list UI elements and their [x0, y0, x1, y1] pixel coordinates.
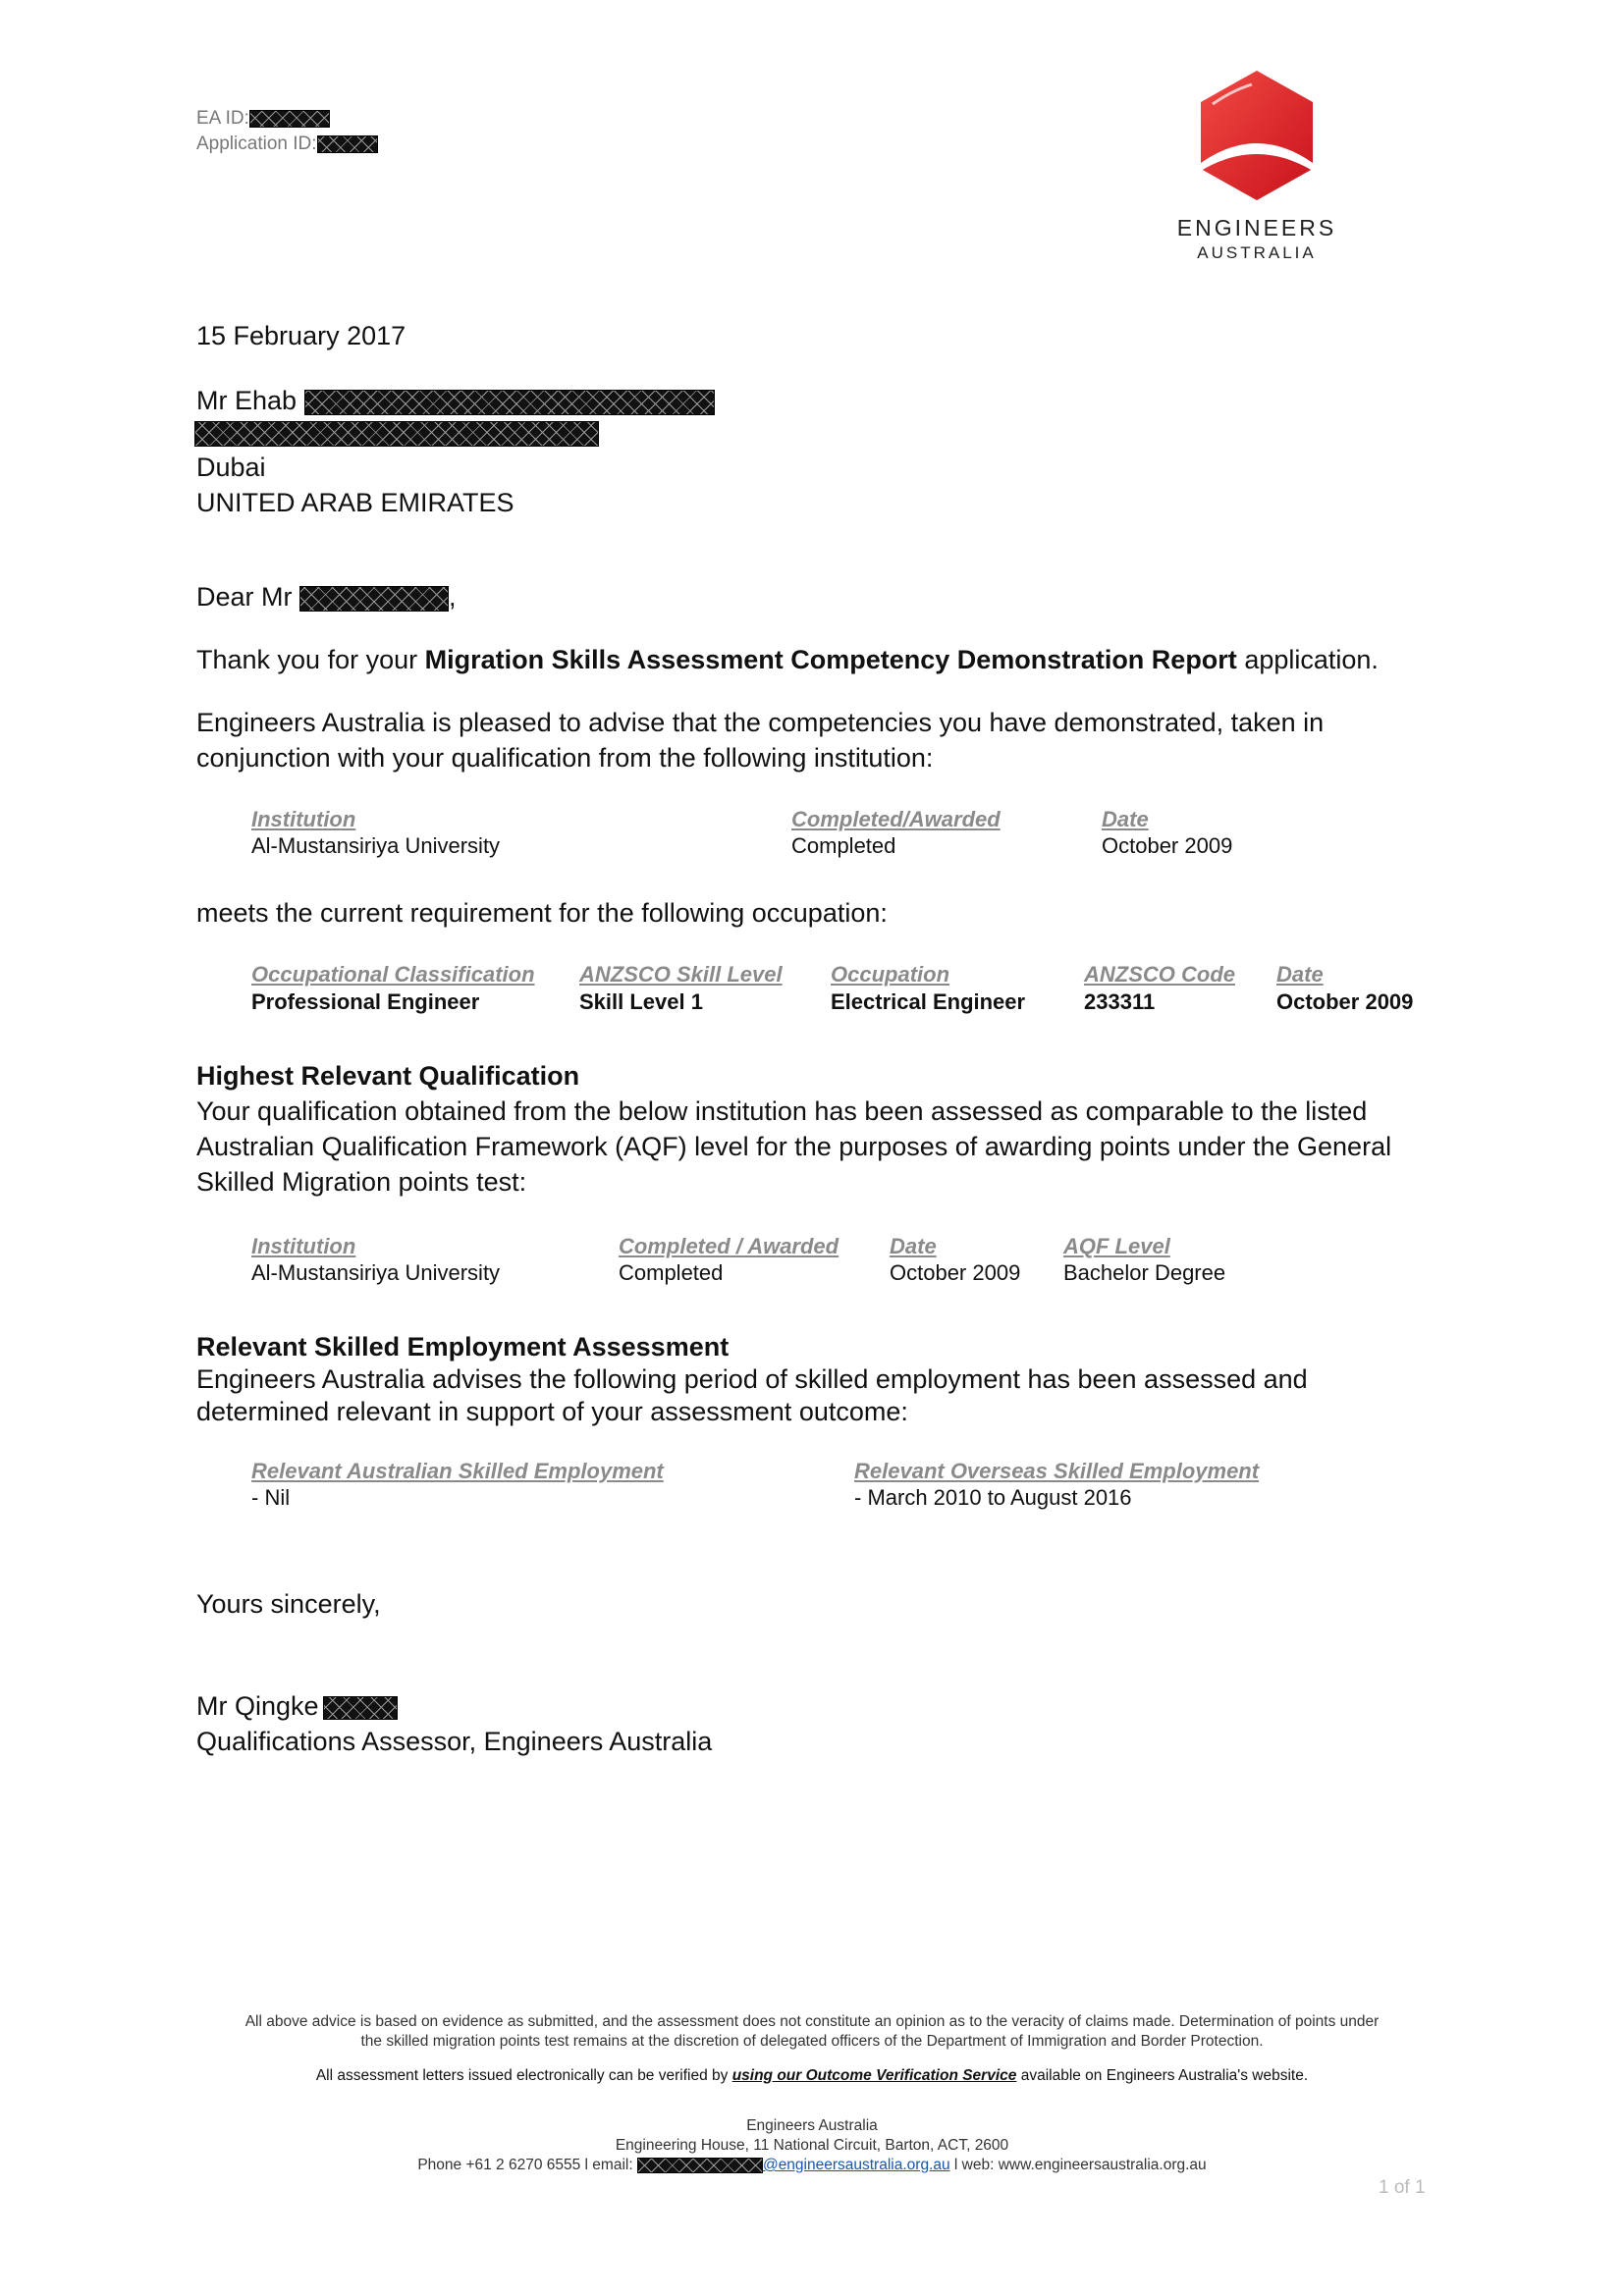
employment-line-2: determined relevant in support of your assessment outcome: [196, 1397, 908, 1426]
competency-line-2: conjunction with your qualification from the following institution: [196, 743, 934, 773]
meets-requirement-text: meets the current requirement for the following occupation: [196, 898, 888, 928]
reference-ids [196, 106, 378, 157]
footer-address: Engineering House, 11 National Circuit, Barton, ACT, 2600 [615, 2137, 1009, 2154]
footer-email-link[interactable]: @engineersaustralia.org.au [762, 2157, 950, 2173]
table3-completed: Completed [619, 1260, 724, 1285]
table3-header-aqf-level: AQF Level [1063, 1234, 1170, 1258]
redacted-ea-id [249, 110, 330, 128]
employment-heading: Relevant Skilled Employment Assessment [196, 1332, 730, 1362]
footer-web: l web: www.engineersaustralia.org.au [949, 2157, 1207, 2173]
footer-contact [137, 2116, 1487, 2175]
table3-header-institution: Institution [251, 1234, 356, 1258]
table2-classification: Professional Engineer [251, 989, 480, 1014]
intro-paragraph [196, 642, 1379, 677]
competency-line-1: Engineers Australia is pleased to advise that the competencies you have demonstrated, taken in [196, 708, 1325, 737]
table2-anzsco-code: 233311 [1084, 989, 1156, 1014]
verification-service-link[interactable]: using our Outcome Verification Service [731, 2067, 1017, 2084]
ea-id-label: EA ID: [196, 108, 249, 129]
logo-text-australia: AUSTRALIA [1197, 243, 1317, 262]
ea-id-line [196, 106, 378, 132]
disclaimer-line-1: All above advice is based on evidence as submitted, and the assessment does not constitute an opinion as to the veracity of claims made. Determination of points under [244, 2013, 1380, 2030]
application-id-label: Application ID: [196, 133, 317, 154]
qualification-line-2: Australian Qualification Framework (AQF) level for the purposes of awarding points under the General [196, 1132, 1392, 1161]
qualification-section [196, 1058, 1391, 1200]
competency-paragraph [196, 705, 1324, 775]
signatory-name-line [196, 1688, 712, 1724]
intro-application-type: Migration Skills Assessment Competency Demonstration Report [424, 645, 1237, 674]
address-street-line [194, 418, 715, 450]
application-id-line [196, 132, 378, 157]
table2-header-occupation: Occupation [831, 962, 950, 987]
footer-contact-line [137, 2156, 1487, 2175]
table1-header-institution: Institution [251, 807, 356, 831]
table2-skill-level: Skill Level 1 [579, 989, 703, 1014]
footer-verification [137, 2067, 1487, 2085]
redacted-email-user [637, 2158, 763, 2173]
intro-text-end: application. [1236, 645, 1379, 674]
recipient-city: Dubai [196, 453, 266, 482]
table2-header-anzsco-code: ANZSCO Code [1084, 962, 1235, 987]
salutation-prefix: Dear Mr [196, 582, 293, 612]
table4-australian: - Nil [251, 1485, 291, 1510]
table1-date: October 2009 [1102, 833, 1233, 858]
table4-header-overseas: Relevant Overseas Skilled Employment [854, 1459, 1260, 1483]
table4-overseas: - March 2010 to August 2016 [854, 1485, 1132, 1510]
table3-aqf-level: Bachelor Degree [1063, 1260, 1226, 1285]
footer-org: Engineers Australia [746, 2117, 878, 2134]
disclaimer-line-2: the skilled migration points test remains at the discretion of delegated officers of the Department of Immigration and Border Protection. [360, 2033, 1264, 2050]
verify-text-end: available on Engineers Australia's website. [1016, 2067, 1309, 2084]
recipient-address [196, 383, 715, 520]
employment-line-1: Engineers Australia advises the following period of skilled employment has been assessed and [196, 1364, 1308, 1394]
signatory-name: Mr Qingke [196, 1691, 319, 1721]
signatory-title: Qualifications Assessor, Engineers Australia [196, 1727, 713, 1756]
qualification-line-1: Your qualification obtained from the below institution has been assessed as comparable to the listed [196, 1096, 1368, 1126]
redacted-recipient-name [299, 586, 449, 612]
recipient-country: UNITED ARAB EMIRATES [196, 488, 514, 517]
table3-header-date: Date [890, 1234, 937, 1258]
logo-text-engineers: ENGINEERS [1176, 215, 1337, 240]
intro-text-start: Thank you for your [196, 645, 425, 674]
redacted-surname [304, 390, 715, 415]
table1-institution: Al-Mustansiriya University [251, 833, 501, 858]
table4-header-australian: Relevant Australian Skilled Employment [251, 1459, 664, 1483]
salutation [196, 579, 457, 614]
signature-block [196, 1688, 712, 1759]
verify-text-start: All assessment letters issued electronically can be verified by [315, 2067, 732, 2084]
employment-section [196, 1331, 1308, 1428]
salutation-suffix: , [449, 582, 457, 612]
letter-date: 15 February 2017 [196, 321, 406, 350]
footer-disclaimer [137, 2012, 1487, 2052]
table1-header-date: Date [1102, 807, 1149, 831]
table2-header-date: Date [1276, 962, 1324, 987]
engineers-australia-logo [1168, 67, 1345, 263]
redacted-signatory-surname [323, 1696, 398, 1720]
closing: Yours sincerely, [196, 1589, 381, 1619]
redacted-street [194, 421, 599, 447]
hexagon-logo-icon [1193, 67, 1321, 204]
recipient-name-line [196, 383, 715, 418]
redacted-application-id [317, 135, 378, 153]
table3-date: October 2009 [890, 1260, 1021, 1285]
page-number: 1 of 1 [1379, 2177, 1426, 2198]
table2-date: October 2009 [1276, 989, 1414, 1014]
recipient-name: Mr Ehab [196, 386, 298, 415]
table3-header-completed: Completed / Awarded [619, 1234, 839, 1258]
qualification-line-3: Skilled Migration points test: [196, 1167, 527, 1197]
table1-header-completed: Completed/Awarded [791, 807, 1001, 831]
table3-institution: Al-Mustansiriya University [251, 1260, 501, 1285]
table2-occupation: Electrical Engineer [831, 989, 1026, 1014]
table2-header-classification: Occupational Classification [251, 962, 535, 987]
footer-phone: Phone +61 2 6270 6555 l email: [417, 2157, 637, 2173]
table2-header-skill-level: ANZSCO Skill Level [579, 962, 783, 987]
table1-completed: Completed [791, 833, 896, 858]
qualification-heading: Highest Relevant Qualification [196, 1061, 580, 1091]
